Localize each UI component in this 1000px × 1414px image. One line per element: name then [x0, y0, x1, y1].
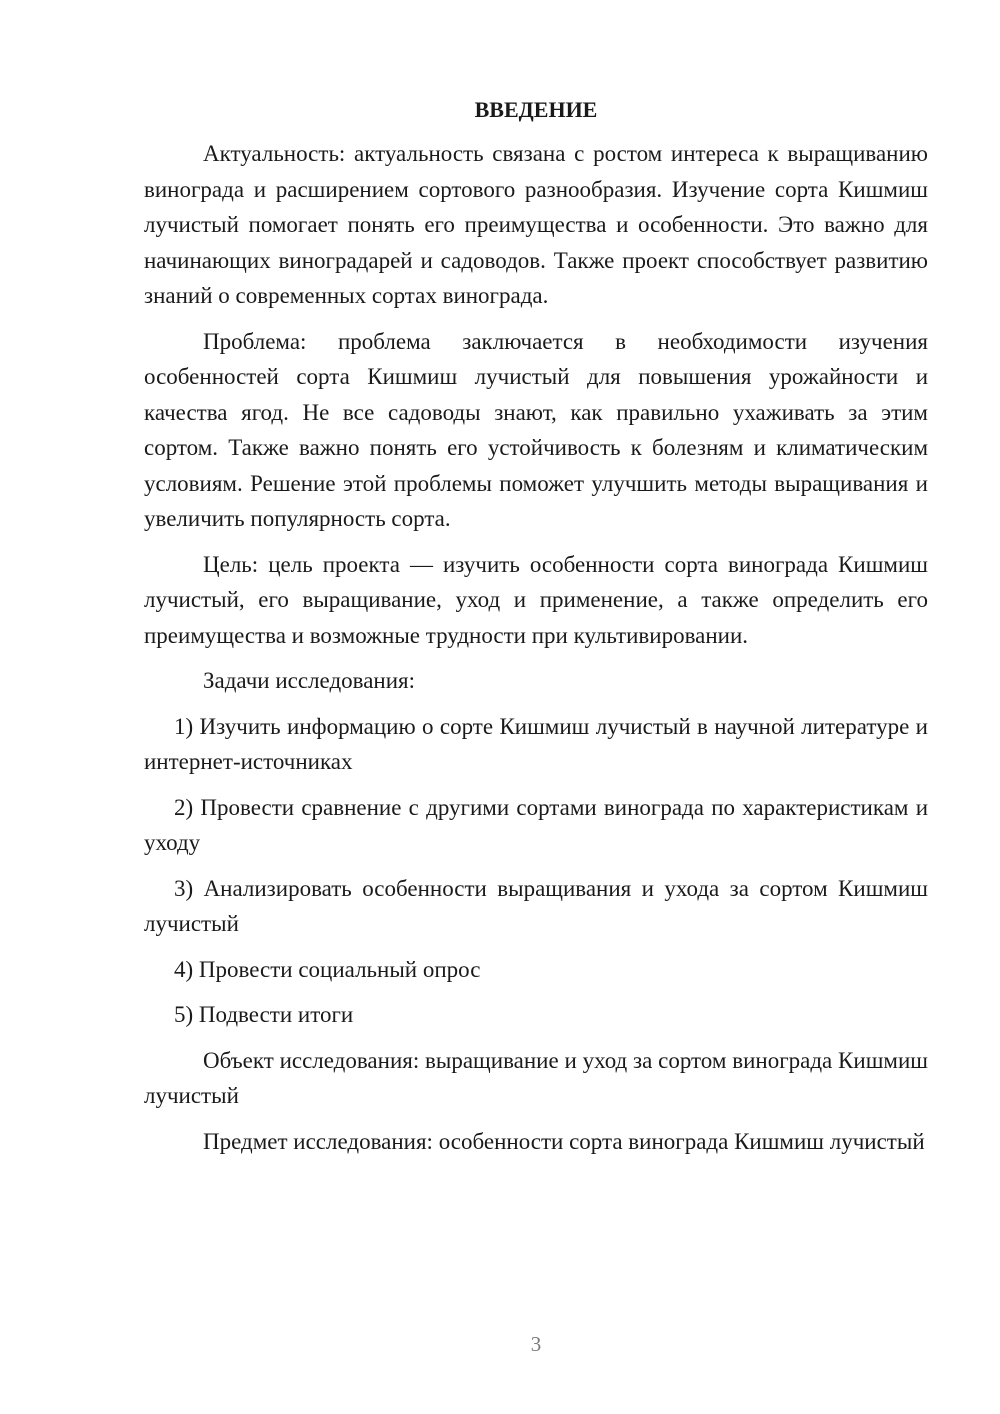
task-item-4: 4) Провести социальный опрос [174, 956, 481, 982]
subject-paragraph: Предмет исследования: особенности сорта винограда Кишмиш лучистый [203, 1128, 925, 1154]
relevance-paragraph: Актуальность: актуальность связана с ростом интереса к выращиванию винограда и расширением сортового разнообразия. Изучение сорта Кишмиш лучистый помогает понять его преимущества и особенности. Это важно для начинающих виноградарей и садоводов. Также проект способствует развитию знаний о современных сортах винограда. [144, 141, 928, 308]
section-heading: ВВЕДЕНИЕ [474, 97, 598, 122]
problem-paragraph: Проблема: проблема заключается в необходимости изучения особенностей сорта Кишмиш лучистый для повышения урожайности и качества ягод. Не все садоводы знают, как правильно ухаживать за этим сортом. Также важно понять его устойчивость к болезням и климатическим условиям. Решение этой проблемы поможет улучшить методы выращивания и увеличить популярность сорта. [144, 328, 928, 531]
page-content [144, 94, 928, 1169]
goal-paragraph: Цель: цель проекта — изучить особенности сорта винограда Кишмиш лучистый, его выращивание, уход и применение, а также определить его преимущества и возможные трудности при культивировании. [144, 551, 928, 648]
task-item-3: 3) Анализировать особенности выращивания и ухода за сортом Кишмиш лучистый [144, 875, 928, 936]
task-item-5: 5) Подвести итоги [174, 1002, 354, 1027]
object-paragraph: Объект исследования: выращивание и уход за сортом винограда Кишмиш лучистый [144, 1047, 928, 1108]
task-item-2: 2) Провести сравнение с другими сортами винограда по характеристикам и уходу [144, 794, 928, 855]
tasks-title: Задачи исследования: [203, 668, 416, 693]
task-item-1: 1) Изучить информацию о сорте Кишмиш лучистый в научной литературе и интернет-источниках [144, 713, 928, 774]
page-number: 3 [530, 1332, 542, 1356]
